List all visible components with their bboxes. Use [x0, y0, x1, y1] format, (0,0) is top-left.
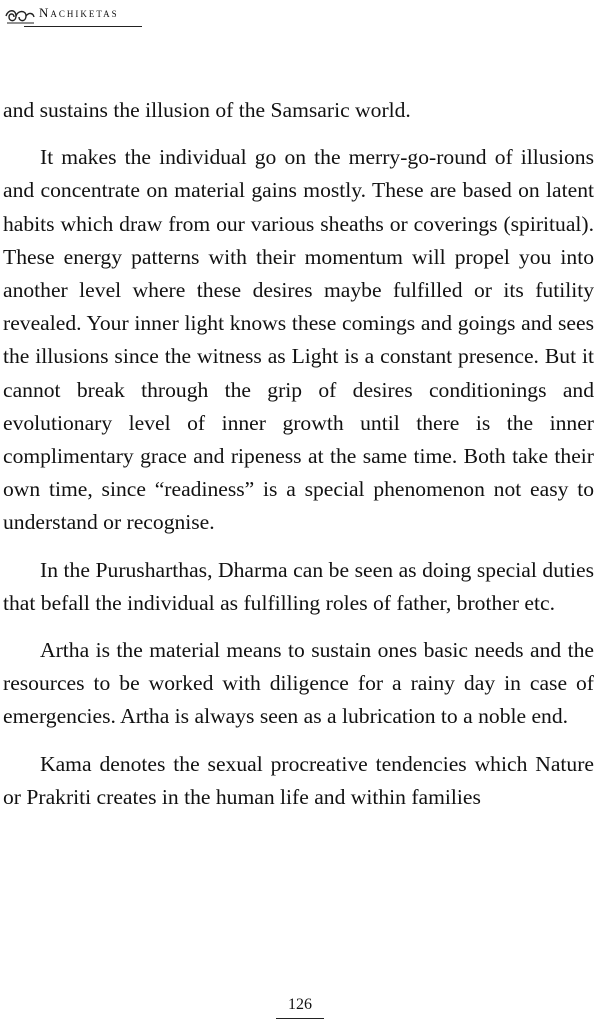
paragraph-kama: Kama denotes the sexual procreative tendencies which Nature or Prakriti creates in the human life and within families: [3, 751, 594, 809]
paragraph-illusions: It makes the individual go on the merry-go-round of illusions and concentrate on material gains mostly. These are based on latent habits which draw from our various sheaths or coverings (spiritual). These energy patterns with their momentum will propel you into another level where these desires maybe fulfilled or its futility revealed. Your inner light knows these comings and goings and sees the illusions since the witness as Light is a constant presence. But it cannot break through the grip of desires conditionings and evolutionary level of inner growth until there is the inner complimentary grace and ripeness at the same time. Both take their own time, since “readiness” is a special phenomenon not easy to understand or recognise.: [3, 145, 594, 535]
paragraph-continuation: and sustains the illusion of the Samsaric world.: [3, 98, 411, 122]
paragraph-artha: Artha is the material means to sustain ones basic needs and the resources to be worked with diligence for a rainy day in case of emergencies. Artha is always seen as a lubrication to a noble end.: [3, 638, 594, 729]
page-header: [4, 2, 144, 32]
running-head: Nachiketas: [39, 5, 119, 20]
body-text: [3, 94, 594, 828]
ornament-icon: [4, 6, 36, 26]
paragraph-dharma: In the Purusharthas, Dharma can be seen as doing special duties that befall the individual as fulfilling roles of father, brother etc.: [3, 557, 594, 615]
header-rule: [24, 26, 142, 27]
page-number-rule: [276, 1018, 324, 1019]
page-number: 126: [288, 996, 312, 1013]
